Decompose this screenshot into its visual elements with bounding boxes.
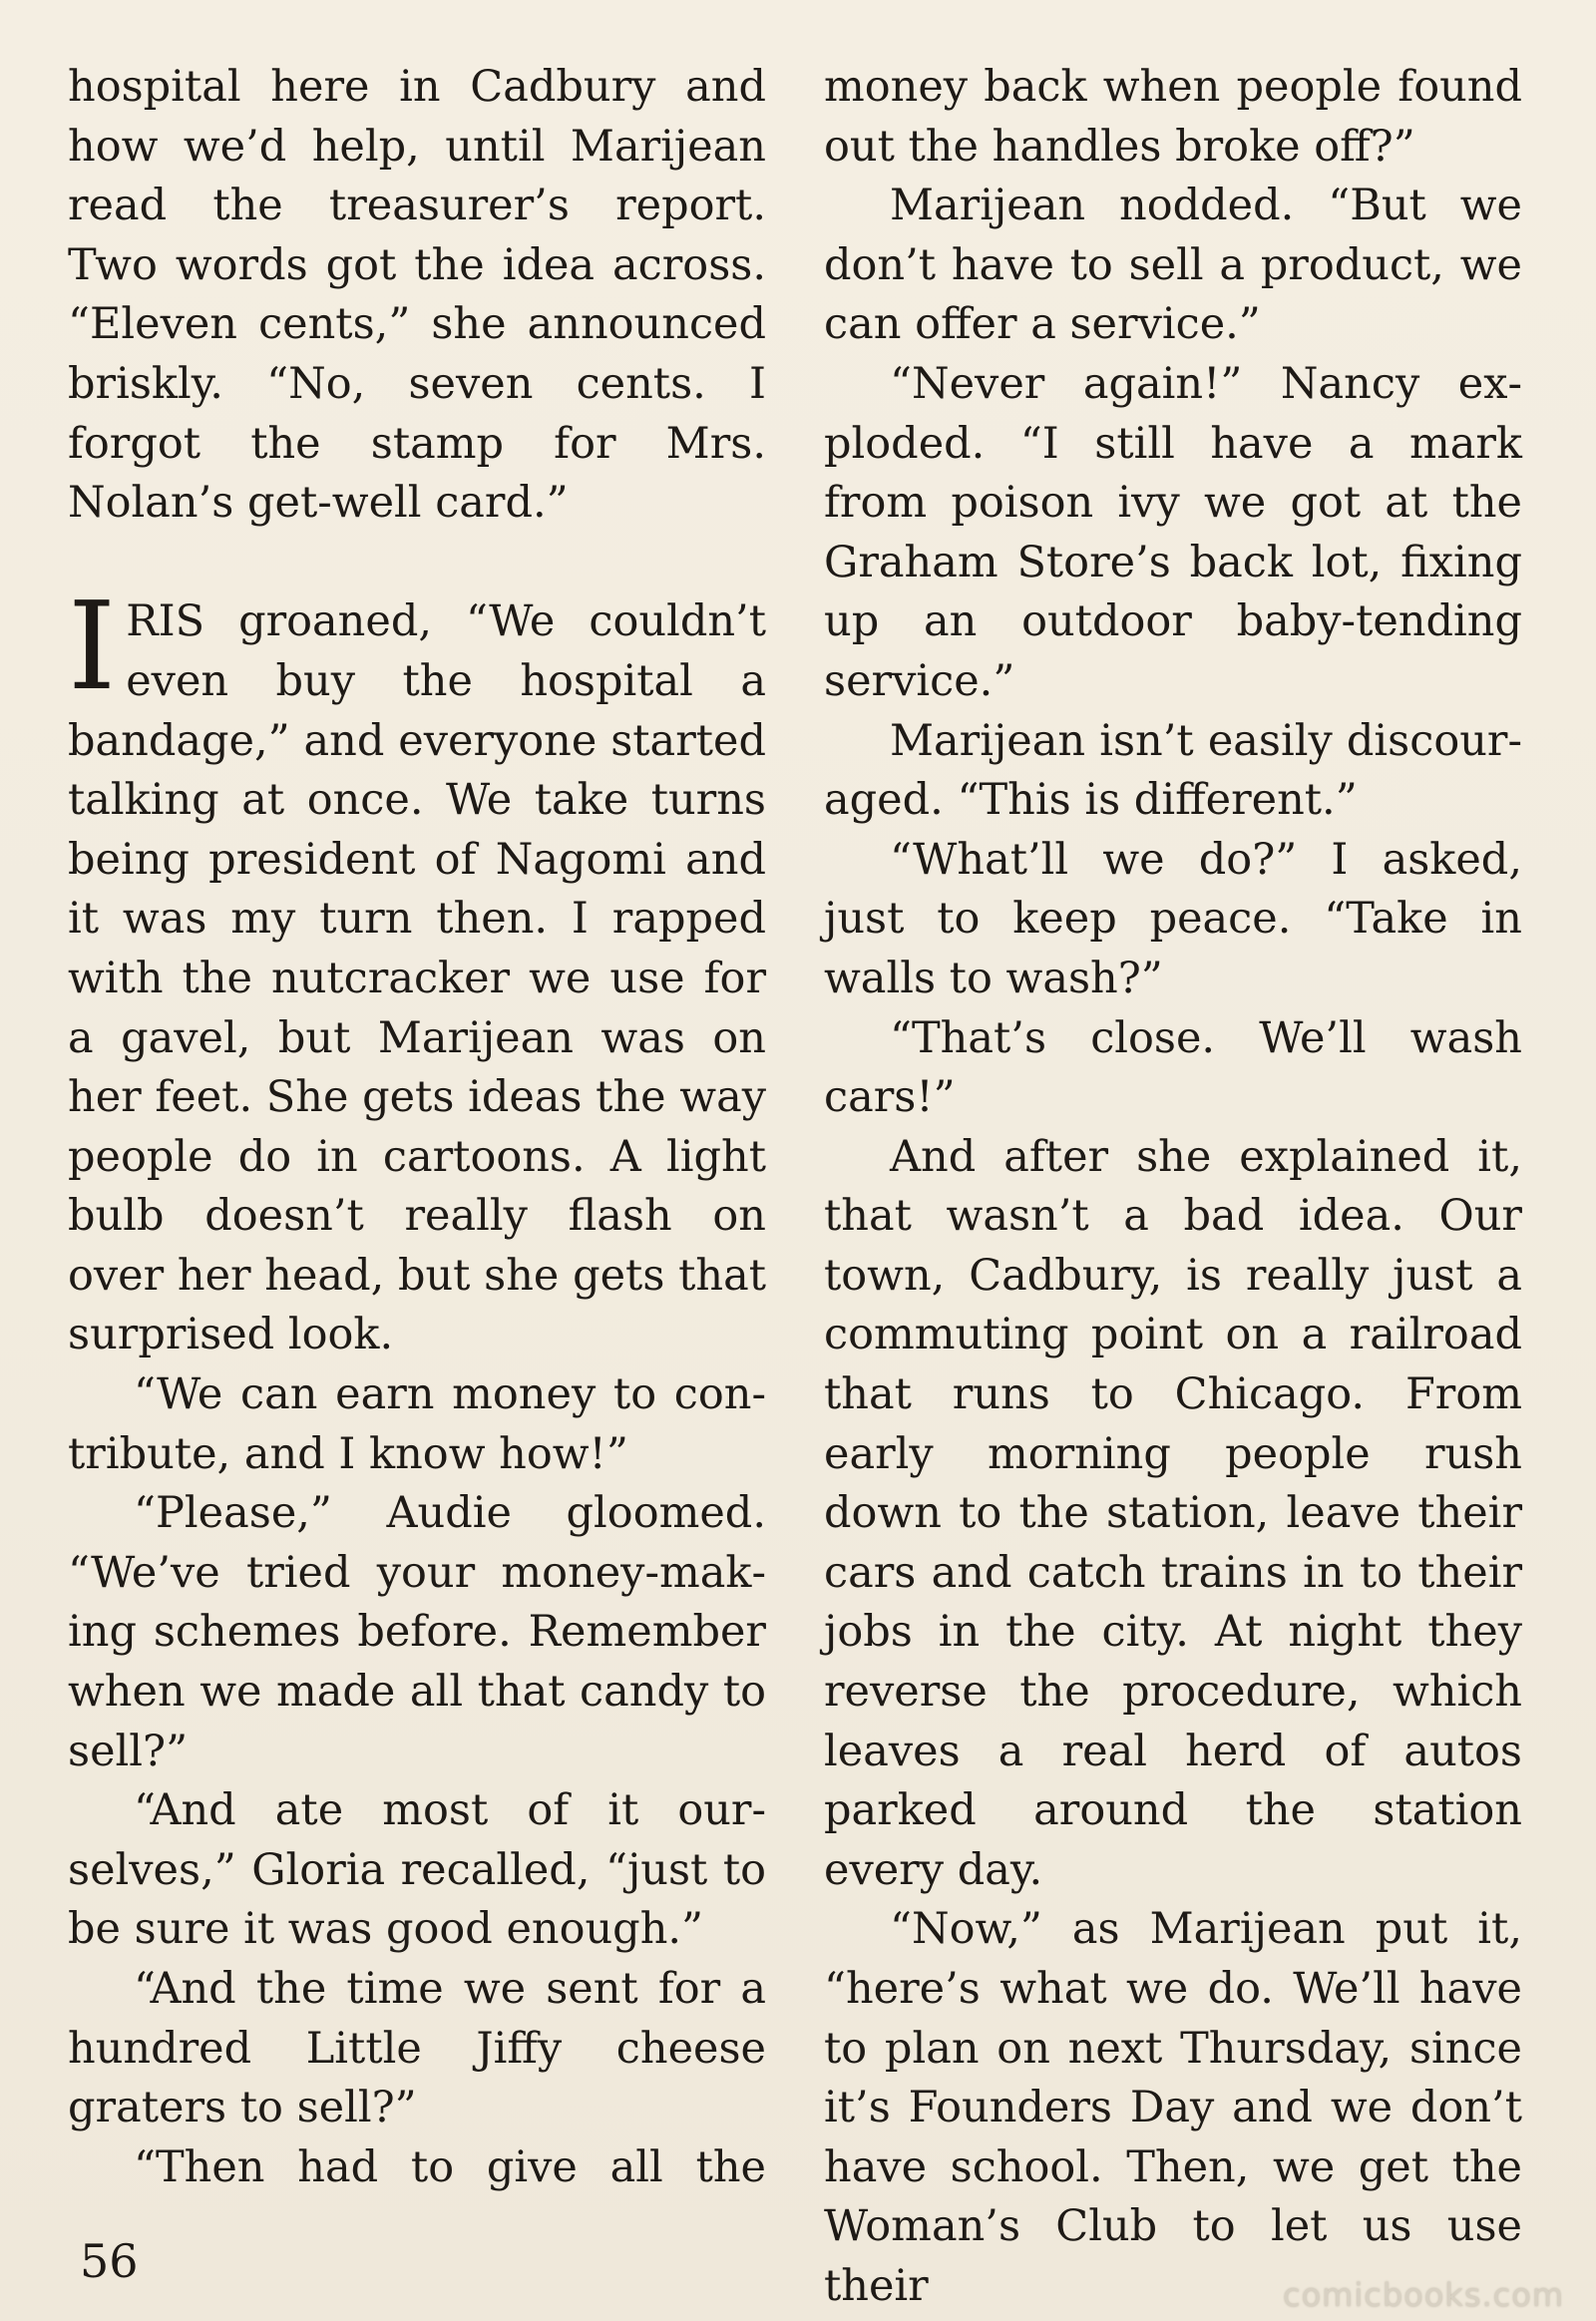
section-paragraph bbox=[68, 576, 766, 1365]
page-number: 56 bbox=[80, 2234, 139, 2288]
paragraph: money back when people found out the handles broke off?” bbox=[824, 62, 1522, 172]
paragraph: “Then had to give all the bbox=[134, 2141, 766, 2192]
paragraph: Marijean isn’t easily discouraged. “This is different.” bbox=[824, 715, 1522, 826]
paragraph: “We can earn money to contribute, and I know how!” bbox=[68, 1369, 766, 1479]
drop-cap: I bbox=[68, 576, 117, 718]
right-column bbox=[824, 58, 1522, 2317]
paragraph: “What’ll we do?” I asked, just to keep peace. “Take in walls to wash?” bbox=[824, 834, 1522, 1003]
watermark: comicbooks.com bbox=[1282, 2276, 1564, 2314]
paragraph: And after she explained it, that wasn’t a bad idea. Our town, Cadbury, is really just a commuting point on a railroad that runs to Chicago. From early morning people rush down to the station, leave their cars and catch trains in to their jobs in the city. At night they reverse the procedure, which leaves a real herd of autos parked around the station every day. bbox=[824, 1131, 1522, 1895]
paragraph: “That’s close. We’ll wash cars!” bbox=[824, 1012, 1522, 1123]
paragraph: “Now,” as Marijean put it, “here’s what we do. We’ll have to plan on next Thursday, since it’s Founders Day and we don’t have school. Then, we get the Woman’s Club to let us use their bbox=[824, 1904, 1522, 2311]
paragraph: “Please,” Audie gloomed. “We’ve tried your money-making schemes before. Remember when we made all that candy to sell?” bbox=[68, 1488, 766, 1776]
paragraph-text: RIS groaned, “We couldn’t even buy the hospital a bandage,” and everyone started talking at once. We take turns being president of Nagomi and it was my turn then. I rapped with the nutcracker we use for a gavel, but Marijean was on her feet. She gets ideas the way people do in cartoons. A light bulb doesn’t really flash on over her head, but she gets that surprised look. bbox=[68, 596, 766, 1360]
paragraph: “Never again!” Nancy exploded. “I still have a mark from poison ivy we got at the Graham Store’s back lot, fixing up an outdoor baby-tending service.” bbox=[824, 358, 1522, 706]
paragraph: “And the time we sent for a hundred Little Jiffy cheese graters to sell?” bbox=[68, 1964, 766, 2133]
left-column bbox=[68, 58, 766, 2197]
paragraph: “And ate most of it ourselves,” Gloria recalled, “just to be sure it was good enough.” bbox=[68, 1785, 766, 1955]
paragraph: Marijean nodded. “But we don’t have to sell a product, we can offer a service.” bbox=[824, 181, 1522, 350]
paragraph: hospital here in Cadbury and how we’d help, until Marijean read the treasurer’s report. Two words got the idea across. “Eleven cents,” she announced briskly. “No, seven cents. I forgot the stamp for Mrs. Nolan’s get-well card.” bbox=[68, 62, 766, 529]
